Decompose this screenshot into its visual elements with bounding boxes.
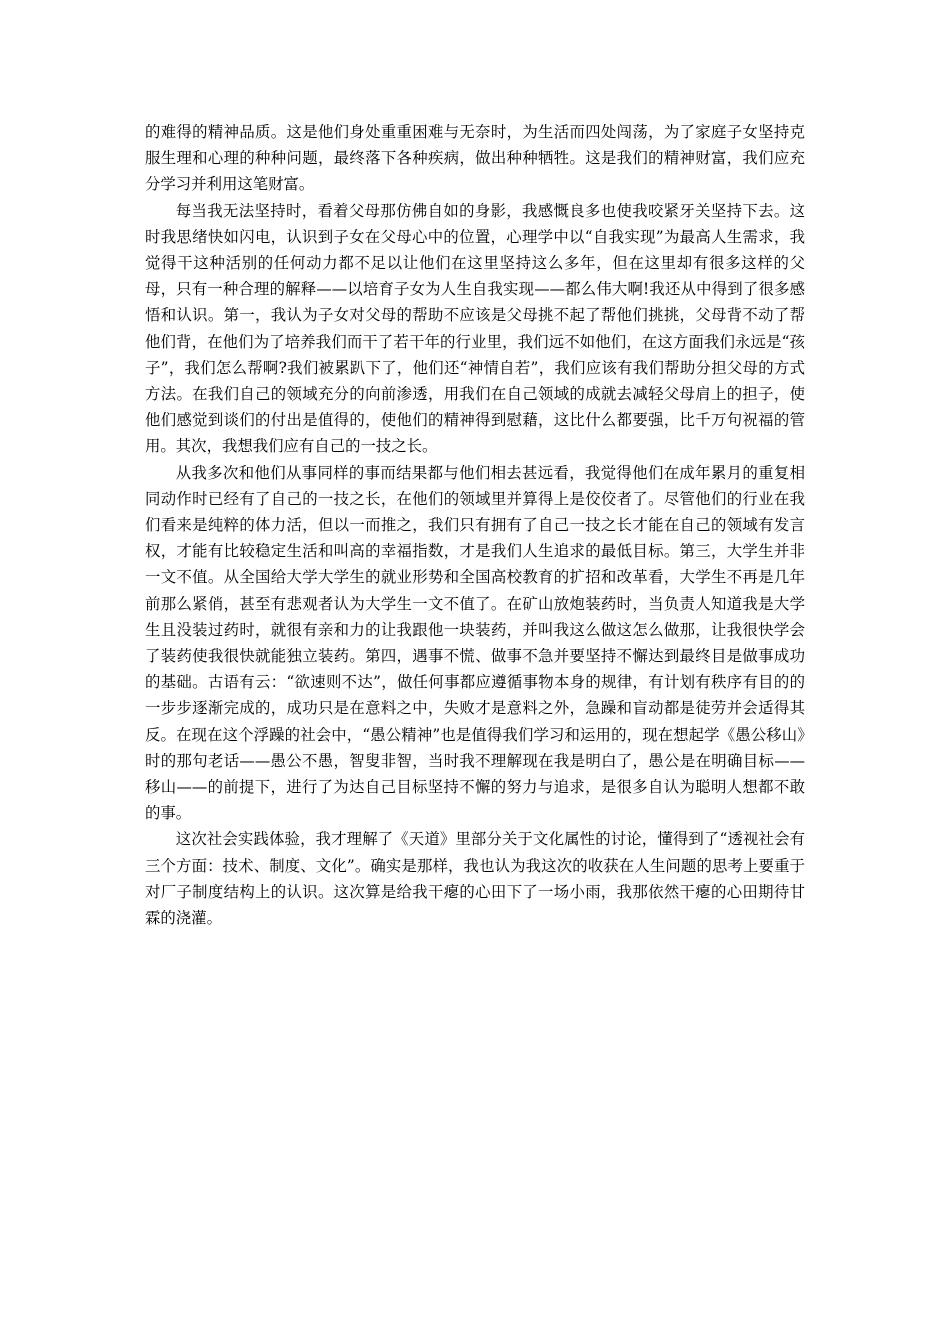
paragraph-4: 这次社会实践体验，我才理解了《天道》里部分关于文化属性的讨论，懂得到了“透视社会有三个方面：技术、制度、文化”。确实是那样，我也认为我这次的收获在人生问题的思考上要重于对厂子制度结构上的认识。这次算是给我干瘪的心田下了一场小雨，我那依然干瘪的心田期待甘霖的浇灌。 [145, 830, 805, 928]
paragraph-1: 的难得的精神品质。这是他们身处重重困难与无奈时，为生活而四处闯荡，为了家庭子女坚持克服生理和心理的种种问题，最终落下各种疾病，做出种种牺牲。这是我们的精神财富，我们应充分学习并利用这笔财富。 [145, 123, 805, 194]
document-body [145, 119, 805, 931]
paragraph-3: 从我多次和他们从事同样的事而结果都与他们相去甚远看，我觉得他们在成年累月的重复相同动作时已经有了自己的一技之长，在他们的领域里并算得上是佼佼者了。尽管他们的行业在我们看来是纯粹的体力活，但以一而推之，我们只有拥有了自己一技之长才能在自己的领域有发言权，才能有比较稳定生活和叫高的幸福指数，才是我们人生追求的最低目标。第三，大学生并非一文不值。从全国给大学大学生的就业形势和全国高校教育的扩招和改革看，大学生不再是几年前那么紧俏，甚至有悲观者认为大学生一文不值了。在矿山放炮装药时，当负责人知道我是大学生且没装过药时，就很有亲和力的让我跟他一块装药，并叫我这么做这怎么做那，让我很快学会了装药使我很快就能独立装药。第四，遇事不慌、做事不急并要坚持不懈达到最终目是做事成功的基础。古语有云：“欲速则不达”，做任何事都应遵循事物本身的规律，有计划有秩序有目的的一步步逐渐完成的，成功只是在意料之中，失败才是意料之外，急躁和盲动都是徒劳并会适得其反。在现在这个浮躁的社会中，“愚公精神”也是值得我们学习和运用的，现在想起学《愚公移山》时的那句老话——愚公不愚，智叟非智，当时我不理解现在我是明白了，愚公是在明确目标——移山——的前提下，进行了为达自己目标坚持不懈的努力与追求，是很多自认为聪明人想都不敢的事。 [145, 463, 805, 823]
paragraph-2: 每当我无法坚持时，看着父母那仿佛自如的身影，我感慨良多也使我咬紧牙关坚持下去。这时我思绪快如闪电，认识到子女在父母心中的位置，心理学中以“自我实现”为最高人生需求，我觉得干这种活别的任何动力都不足以让他们在这里坚持这么多年，但在这里却有很多这样的父母，只有一种合理的解释——以培育子女为人生自我实现——都么伟大啊!我还从中得到了很多感悟和认识。第一，我认为子女对父母的帮助不应该是父母挑不起了帮他们挑挑，父母背不动了帮他们背，在他们为了培养我们而干了若干年的行业里，我们远不如他们，在这方面我们永远是“孩子”，我们怎么帮啊?我们被累趴下了，他们还“神情自若”，我们应该有我们帮助分担父母的方式方法。在我们自己的领域充分的向前渗透，用我们在自己领域的成就去减轻父母肩上的担子，使他们感觉到谈们的付出是值得的，使他们的精神得到慰藉，这比什么都要强，比千万句祝福的管用。其次，我想我们应有自己的一技之长。 [145, 201, 805, 456]
